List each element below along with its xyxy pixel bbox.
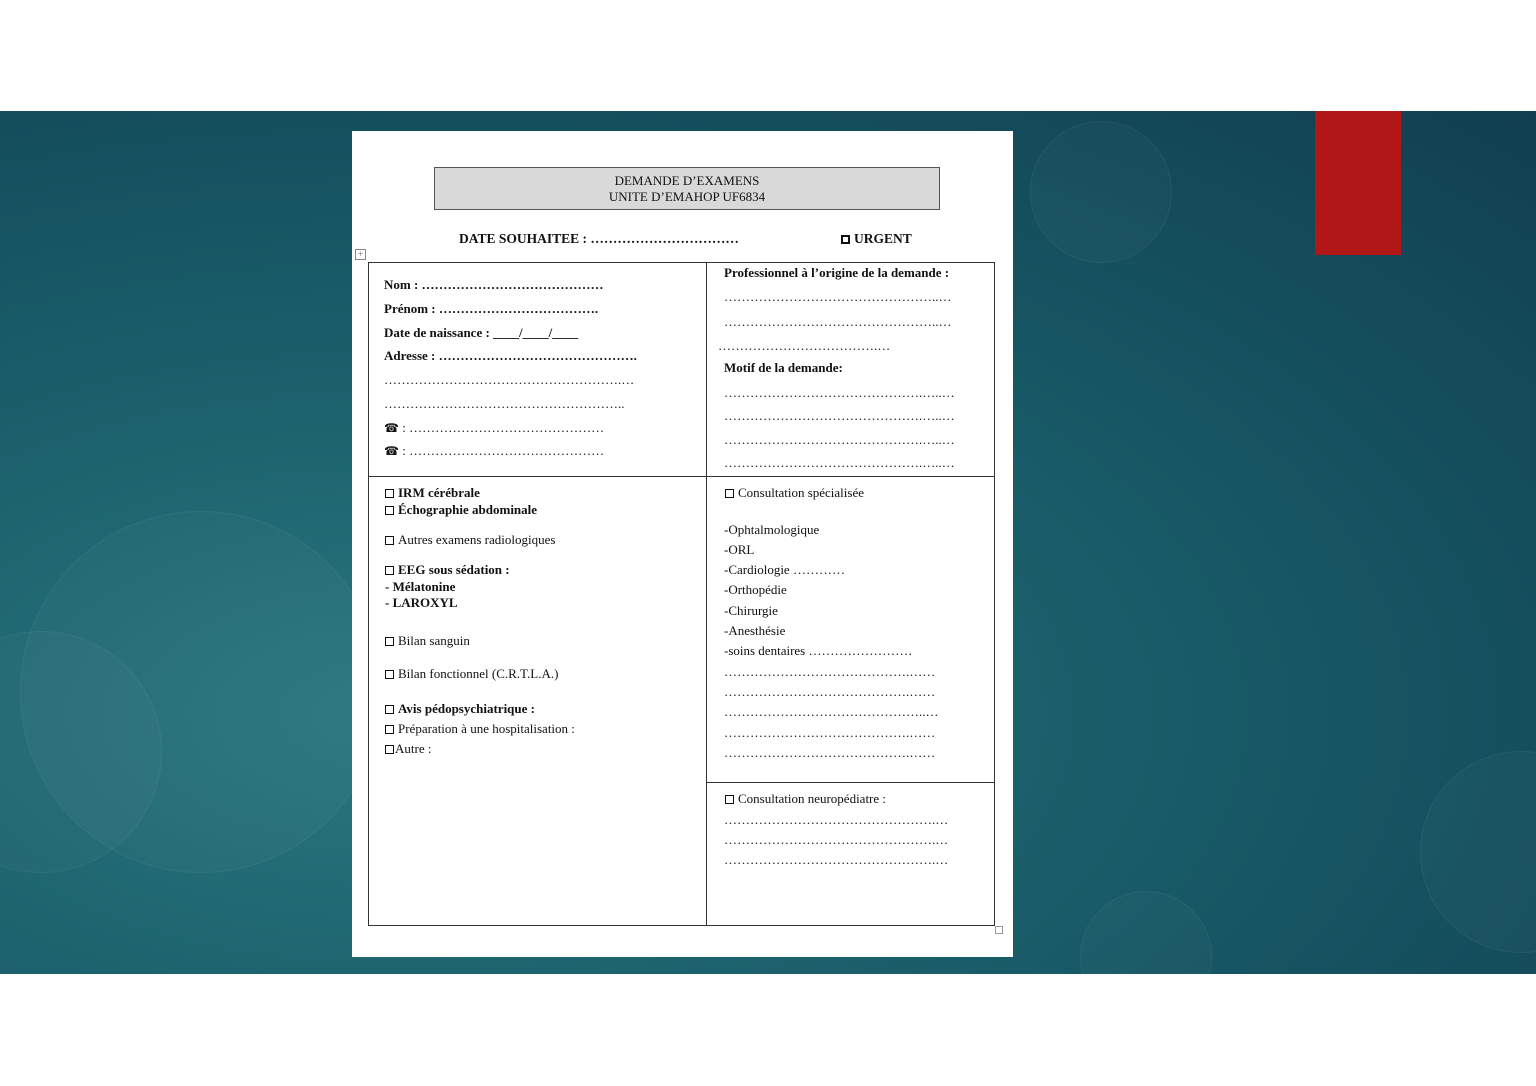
checkbox-icon[interactable] [725,795,734,804]
document-page [352,131,1013,957]
neuro-line[interactable]: ………………………………………….… [724,832,949,847]
table-resize-handle-icon[interactable] [995,926,1003,934]
urgent-checkbox[interactable] [841,231,912,247]
phone-2-value: : ……………………………………… [402,443,605,458]
bilan-fonctionnel-label: Bilan fonctionnel (C.R.T.L.A.) [398,666,559,681]
checkbox-icon[interactable] [385,536,394,545]
checkbox-icon[interactable] [385,489,394,498]
consultation-line[interactable]: …………………………………….…… [724,745,936,760]
red-accent-tab [1315,111,1401,255]
consultation-item[interactable]: -Anesthésie [724,623,786,638]
patient-adresse-line[interactable]: ……………………………………………….… [384,372,635,387]
phone-icon: ☎ [384,444,399,458]
consultation-line[interactable]: …………………………………….…… [724,725,936,740]
preparation-label: Préparation à une hospitalisation : [398,721,575,736]
background-bubble [1420,751,1536,953]
checkbox-icon[interactable] [385,506,394,515]
background-bubble [1080,891,1212,974]
checkbox-icon[interactable] [385,637,394,646]
checkbox-icon[interactable] [385,670,394,679]
patient-phone-2[interactable] [384,443,604,459]
motif-line[interactable]: ……………………………………….…..… [724,385,955,400]
irm-checkbox[interactable] [385,485,480,501]
urgent-label: URGENT [854,231,912,246]
checkbox-icon[interactable] [385,725,394,734]
consultation-line[interactable]: ………………………………………..… [724,704,939,719]
professionnel-label: Professionnel à l’origine de la demande : [724,265,950,280]
consultation-specialisee-label: Consultation spécialisée [738,485,865,500]
bilan-sanguin-checkbox[interactable] [385,633,470,649]
consultation-item[interactable]: -Cardiologie ………… [724,562,845,577]
irm-label: IRM cérébrale [398,485,480,500]
patient-adresse[interactable]: Adresse : ………………………………………. [384,348,637,363]
form-header [434,167,940,210]
form-title: DEMANDE D’EXAMENS [614,173,760,188]
motif-line[interactable]: ……………………………………….…..… [724,455,955,470]
bilan-sanguin-label: Bilan sanguin [398,633,470,648]
echographie-checkbox[interactable] [385,502,537,518]
form-unit: UNITE D’EMAHOP UF6834 [608,189,766,204]
patient-phone-1[interactable] [384,420,604,436]
consultation-specialisee-checkbox[interactable] [725,485,864,501]
consultation-line[interactable]: …………………………………….…… [724,684,936,699]
patient-prenom[interactable]: Prénom : ………………………………. [384,301,599,316]
background-bubble [1030,121,1172,263]
bilan-fonctionnel-checkbox[interactable] [385,666,558,682]
column-divider [706,263,707,925]
phone-1-value: : ……………………………………… [402,420,605,435]
phone-icon: ☎ [384,421,399,435]
checkbox-icon[interactable] [841,235,850,244]
motif-label: Motif de la demande: [724,360,843,375]
preparation-checkbox[interactable] [385,721,575,737]
eeg-checkbox[interactable] [385,562,510,578]
patient-adresse-line[interactable]: ……………………………………………….. [384,396,625,411]
row-divider [369,476,994,477]
patient-date-naissance[interactable]: Date de naissance : ____/____/____ [384,325,579,340]
melatonine-option: - Mélatonine [385,579,456,594]
checkbox-icon[interactable] [725,489,734,498]
motif-line[interactable]: ……………………………………….…..… [724,408,955,423]
checkbox-icon[interactable] [385,745,394,754]
autres-radio-label: Autres examens radiologiques [398,532,556,547]
avis-label: Avis pédopsychiatrique : [398,701,535,716]
checkbox-icon[interactable] [385,705,394,714]
professionnel-line[interactable]: ……………………………….… [718,338,891,353]
request-form-table [368,262,995,926]
eeg-label: EEG sous sédation : [398,562,510,577]
consultation-item[interactable]: -Chirurgie [724,603,778,618]
autres-radio-checkbox[interactable] [385,532,555,548]
date-souhaitee[interactable]: DATE SOUHAITEE : …………………………… [459,231,739,246]
consultation-item[interactable]: -Ophtalmologique [724,522,820,537]
consultation-item[interactable]: -Orthopédie [724,582,787,597]
consultation-item[interactable]: -ORL [724,542,755,557]
neuro-line[interactable]: ………………………………………….… [724,852,949,867]
checkbox-icon[interactable] [385,566,394,575]
consultation-item[interactable]: -soins dentaires …………………… [724,643,913,658]
avis-checkbox[interactable] [385,701,535,717]
row-divider [706,782,995,783]
autre-label: Autre : [395,741,432,756]
professionnel-line[interactable]: …………………………………………..… [724,314,952,329]
patient-nom[interactable]: Nom : …………………………………… [384,277,604,292]
neuro-line[interactable]: ………………………………………….… [724,812,949,827]
table-move-handle-icon[interactable]: + [355,249,366,260]
professionnel-line[interactable]: …………………………………………..… [724,289,952,304]
slide-background [0,111,1536,974]
laroxyl-option: - LAROXYL [385,595,458,610]
motif-line[interactable]: ……………………………………….…..… [724,432,955,447]
consultation-line[interactable]: …………………………………….…… [724,664,936,679]
autre-checkbox[interactable] [385,741,431,757]
consultation-neuropediatre-checkbox[interactable] [725,791,886,807]
echographie-label: Échographie abdominale [398,502,538,517]
consultation-neuropediatre-label: Consultation neuropédiatre : [738,791,887,806]
